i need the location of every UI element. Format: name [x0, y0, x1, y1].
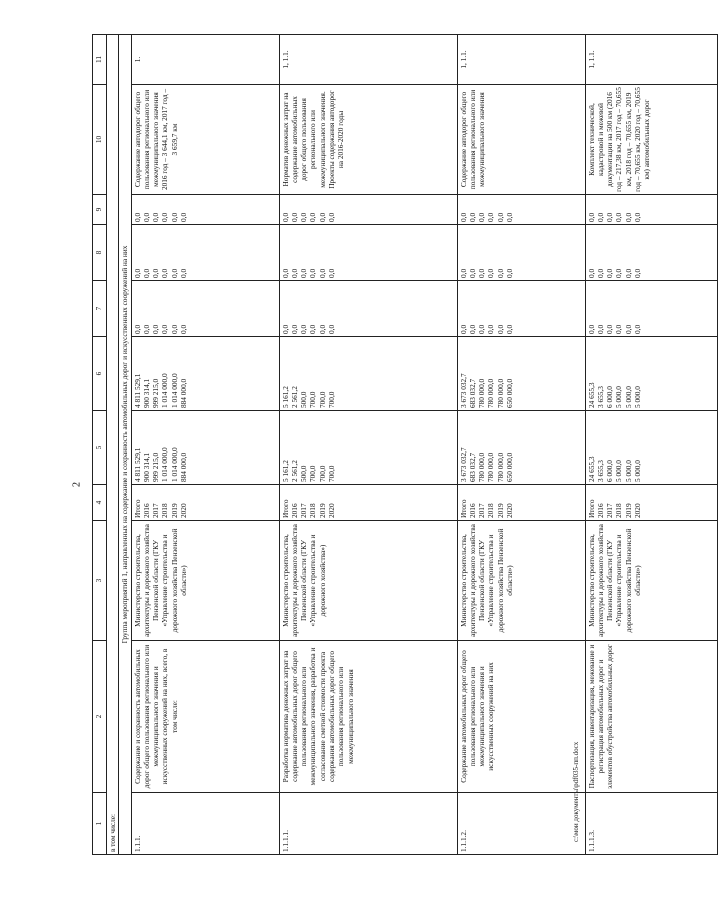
year-value: 2019	[317, 503, 327, 518]
table-row	[279, 35, 457, 855]
amount-column	[279, 195, 457, 225]
amount-value: 0,0	[477, 324, 487, 334]
amount-value: 700,0	[317, 465, 327, 482]
amount-column	[457, 281, 585, 337]
amount-value: 24 655,3	[586, 456, 596, 482]
amount-value: 3 655,3	[595, 460, 605, 482]
amount-value: 1 014 000,0	[160, 447, 170, 482]
amount-value: 0,0	[299, 268, 309, 278]
amount-value: 0,0	[151, 268, 161, 278]
amount-value: 0,0	[505, 212, 515, 222]
amount-value: 0,0	[495, 212, 505, 222]
amount-value: 1 014 000,0	[169, 447, 179, 482]
amount-value: 0,0	[289, 324, 299, 334]
amount-value: 0,0	[633, 268, 643, 278]
amount-value: 0,0	[308, 212, 318, 222]
year-value: 2020	[179, 503, 189, 518]
col-number: 11	[93, 35, 107, 85]
amount-value: 0,0	[141, 268, 151, 278]
amount-value: 1 014 000,0	[160, 373, 170, 408]
amount-value: 0,0	[151, 212, 161, 222]
amount-column	[585, 195, 717, 225]
amount-value: 0,0	[280, 324, 290, 334]
year-value: Итого	[280, 499, 290, 518]
activity-name: Паспортизация, инвентаризация, межевание и регистрация автомобильных дорог и элементов обустройства автомобильных дорог	[585, 641, 717, 793]
amount-value: 5 000,0	[633, 460, 643, 482]
table-row	[585, 35, 717, 855]
year-value: 2017	[605, 503, 615, 518]
col-number: 1	[93, 793, 107, 855]
amount-value: 0,0	[299, 324, 309, 334]
amount-column	[457, 411, 585, 485]
amount-column	[457, 337, 585, 411]
column-number-row	[93, 35, 107, 855]
row-number: 1.1.1.	[131, 793, 279, 855]
amount-value: 0,0	[623, 268, 633, 278]
amount-value: 3 655,3	[595, 386, 605, 408]
amount-value: 780 000,0	[486, 378, 496, 408]
year-value: 2016	[595, 503, 605, 518]
amount-value: 0,0	[486, 324, 496, 334]
amount-value: 0,0	[160, 324, 170, 334]
in-that-number: в том числе:	[107, 35, 119, 855]
footer-path: c:\мои документы\pdf035-пп.docx	[572, 741, 580, 842]
group-title: Группа мероприятий 1, направленных на содержание и сохранность автомобильных дорог и искусственных сооружений на них	[119, 35, 131, 855]
year-value: 2020	[505, 503, 515, 518]
amount-value: 0,0	[327, 268, 337, 278]
expected-result: Норматив денежных затрат на содержание автомобильных дорог общего пользования регионального или межмуниципального значения. Проекты содержания автодорог на 2016-2020 годы	[279, 85, 457, 195]
amount-value: 6 000,0	[605, 460, 615, 482]
year-value: 2016	[141, 503, 151, 518]
col-number: 9	[93, 195, 107, 225]
amount-value: 0,0	[308, 268, 318, 278]
amount-value: 0,0	[614, 324, 624, 334]
amount-value: 650 000,0	[505, 378, 515, 408]
col-number: 10	[93, 85, 107, 195]
executor: Министерство строительства, архитектуры и дорожного хозяйства Пензенской области (ГКУ «Управление строительства и дорожного хозяйства Пензенской области»)	[585, 521, 717, 641]
indicator-link: 1, 1.1.	[585, 35, 717, 85]
amount-value: 700,0	[308, 465, 318, 482]
amount-column	[585, 281, 717, 337]
year-value: 2016	[289, 503, 299, 518]
amount-value: 0,0	[633, 324, 643, 334]
executor: Министерство строительства, архитектуры и дорожного хозяйства Пензенской области (ГКУ «Управление строительства и дорожного хозяйства Пензенской области»)	[131, 521, 279, 641]
year-value: 2020	[327, 503, 337, 518]
amount-value: 24 655,3	[586, 382, 596, 408]
expected-result: Содержание автодорог общего пользования регионального или межмуниципального значения	[457, 85, 585, 195]
amount-value: 0,0	[169, 324, 179, 334]
amount-value: 0,0	[280, 268, 290, 278]
executor: Министерство строительства, архитектуры и дорожного хозяйства Пензенской области (ГКУ «Управление строительства и дорожного хозяйства»)	[279, 521, 457, 641]
amount-value: 780 000,0	[486, 452, 496, 482]
amount-value: 0,0	[505, 324, 515, 334]
amount-value: 5 161,2	[280, 460, 290, 482]
amount-value: 1 014 000,0	[169, 373, 179, 408]
activity-name: Содержание автомобильных дорог общего пользования регионального или межмуниципального значения и искусственных сооружений на них	[457, 641, 585, 793]
amount-value: 683 032,7	[467, 378, 477, 408]
amount-value: 700,0	[327, 391, 337, 408]
amount-value: 2 561,2	[289, 460, 299, 482]
activity-name: Содержание и сохранность автомобильных дорог общего пользования регионального или межмуниципального значения и искусственных сооружений на них, всего, в том числе:	[131, 641, 279, 793]
amount-column	[279, 411, 457, 485]
amount-value: 500,0	[299, 465, 309, 482]
amount-value: 0,0	[477, 268, 487, 278]
amount-value: 0,0	[151, 324, 161, 334]
amount-value: 5 000,0	[614, 386, 624, 408]
amount-value: 0,0	[486, 212, 496, 222]
amount-value: 0,0	[586, 268, 596, 278]
year-value: 2019	[169, 503, 179, 518]
amount-value: 5 000,0	[614, 460, 624, 482]
group-title-row	[119, 35, 131, 855]
years-column	[585, 485, 717, 521]
amount-value: 4 811 529,1	[132, 447, 142, 482]
amount-value: 0,0	[495, 324, 505, 334]
amount-value: 0,0	[132, 212, 142, 222]
amount-column	[585, 337, 717, 411]
year-value: Итого	[132, 499, 142, 518]
amount-value: 700,0	[317, 391, 327, 408]
year-value: 2016	[467, 503, 477, 518]
years-column	[457, 485, 585, 521]
amount-value: 0,0	[633, 212, 643, 222]
amount-value: 0,0	[179, 212, 189, 222]
in-that-number-row	[107, 35, 119, 855]
amount-value: 0,0	[605, 268, 615, 278]
year-value: 2019	[623, 503, 633, 518]
amount-value: 0,0	[623, 212, 633, 222]
rotated-table-wrapper	[92, 35, 652, 855]
amount-value: 0,0	[595, 212, 605, 222]
expected-result: Комплект технической, кадастровой и межевой документации на 500 км (2016 год – 217,38 км, 2017 год – 70,655 км, 2018 год – 70,655 км, 2019 год – 70,655 км, 2020 год – 70,655 км) автомобильных дорог	[585, 85, 717, 195]
amount-value: 0,0	[141, 324, 151, 334]
amount-column	[585, 411, 717, 485]
year-value: Итого	[458, 499, 468, 518]
amount-value: 780 000,0	[477, 378, 487, 408]
amount-value: 780 000,0	[477, 452, 487, 482]
amount-value: 884 000,0	[179, 378, 189, 408]
amount-value: 0,0	[327, 212, 337, 222]
indicator-link: 1.	[131, 35, 279, 85]
indicator-link: 1, 1.1.	[457, 35, 585, 85]
amount-value: 999 215,0	[151, 452, 161, 482]
year-value: 2017	[299, 503, 309, 518]
table-row	[457, 35, 585, 855]
indicator-link: 1, 1.1.	[279, 35, 457, 85]
amount-value: 0,0	[327, 324, 337, 334]
amount-column	[279, 337, 457, 411]
amount-value: 0,0	[317, 268, 327, 278]
col-number: 2	[93, 641, 107, 793]
amount-value: 5 000,0	[623, 460, 633, 482]
amount-value: 0,0	[132, 268, 142, 278]
amount-value: 0,0	[614, 268, 624, 278]
year-value: 2018	[308, 503, 318, 518]
amount-value: 0,0	[458, 324, 468, 334]
year-value: 2018	[160, 503, 170, 518]
amount-value: 3 673 032,7	[458, 447, 468, 482]
amount-value: 0,0	[467, 268, 477, 278]
amount-value: 0,0	[169, 212, 179, 222]
amount-value: 900 314,1	[141, 378, 151, 408]
amount-value: 6 000,0	[605, 386, 615, 408]
year-value: 2017	[151, 503, 161, 518]
year-value: 2020	[633, 503, 643, 518]
amount-column	[131, 225, 279, 281]
amount-value: 500,0	[299, 391, 309, 408]
amount-value: 0,0	[605, 324, 615, 334]
amount-value: 0,0	[586, 324, 596, 334]
amount-value: 650 000,0	[505, 452, 515, 482]
amount-column	[279, 281, 457, 337]
amount-column	[131, 195, 279, 225]
row-number: 1.1.1.1.	[279, 793, 457, 855]
amount-value: 999 215,0	[151, 378, 161, 408]
amount-column	[131, 281, 279, 337]
amount-value: 0,0	[289, 212, 299, 222]
col-number: 8	[93, 225, 107, 281]
amount-value: 0,0	[458, 268, 468, 278]
amount-column	[457, 195, 585, 225]
amount-value: 700,0	[308, 391, 318, 408]
table-row	[131, 35, 279, 855]
row-number: 1.1.1.2.	[457, 793, 585, 855]
amount-value: 5 000,0	[623, 386, 633, 408]
amount-value: 0,0	[458, 212, 468, 222]
amount-value: 2 561,2	[289, 386, 299, 408]
amount-value: 0,0	[467, 324, 477, 334]
amount-value: 5 000,0	[633, 386, 643, 408]
amount-value: 0,0	[308, 324, 318, 334]
col-number: 6	[93, 337, 107, 411]
amount-value: 0,0	[160, 212, 170, 222]
amount-value: 0,0	[614, 212, 624, 222]
amount-value: 0,0	[586, 212, 596, 222]
amount-value: 0,0	[505, 268, 515, 278]
amount-value: 0,0	[280, 212, 290, 222]
amount-value: 0,0	[317, 324, 327, 334]
year-value: Итого	[586, 499, 596, 518]
amount-value: 0,0	[179, 268, 189, 278]
amount-value: 3 673 032,7	[458, 373, 468, 408]
expected-result: Содержание автодорог общего пользования регионального или межмуниципального значения 2016 год – 3 644,1 км, 2017 год – 3 659,7 км	[131, 85, 279, 195]
amount-value: 0,0	[299, 212, 309, 222]
activity-name: Разработка норматива денежных затрат на содержание автомобильных дорог общего пользования регионального или межмуниципального значения, разработка и согласование сметной стоимости проекта содержания автомобильных дорог общего пользования регионального или межмуниципального значения	[279, 641, 457, 793]
amount-value: 0,0	[495, 268, 505, 278]
amount-value: 0,0	[595, 268, 605, 278]
amount-value: 4 811 529,1	[132, 373, 142, 408]
amount-column	[585, 225, 717, 281]
year-value: 2018	[614, 503, 624, 518]
years-column	[279, 485, 457, 521]
amount-value: 0,0	[317, 212, 327, 222]
amount-value: 0,0	[623, 324, 633, 334]
col-number: 4	[93, 485, 107, 521]
year-value: 2019	[495, 503, 505, 518]
amount-value: 0,0	[605, 212, 615, 222]
years-column	[131, 485, 279, 521]
amount-value: 900 314,1	[141, 452, 151, 482]
row-number: 1.1.1.3.	[585, 793, 717, 855]
year-value: 2017	[477, 503, 487, 518]
amount-value: 0,0	[132, 324, 142, 334]
amount-value: 0,0	[595, 324, 605, 334]
amount-value: 0,0	[477, 212, 487, 222]
col-number: 5	[93, 411, 107, 485]
amount-value: 0,0	[179, 324, 189, 334]
amount-value: 0,0	[289, 268, 299, 278]
year-value: 2018	[486, 503, 496, 518]
col-number: 3	[93, 521, 107, 641]
amount-column	[457, 225, 585, 281]
program-table	[92, 34, 718, 855]
amount-value: 0,0	[467, 212, 477, 222]
amount-value: 0,0	[486, 268, 496, 278]
amount-value: 700,0	[327, 465, 337, 482]
amount-value: 780 000,0	[495, 378, 505, 408]
amount-value: 884 000,0	[179, 452, 189, 482]
amount-value: 5 161,2	[280, 386, 290, 408]
page-number: 2	[71, 482, 83, 487]
amount-column	[279, 225, 457, 281]
col-number: 7	[93, 281, 107, 337]
amount-column	[131, 337, 279, 411]
amount-value: 0,0	[141, 212, 151, 222]
amount-value: 0,0	[160, 268, 170, 278]
amount-value: 683 032,7	[467, 452, 477, 482]
executor: Министерство строительства, архитектуры и дорожного хозяйства Пензенской области (ГКУ «Управление строительства и дорожного хозяйства Пензенской области»)	[457, 521, 585, 641]
amount-value: 0,0	[169, 268, 179, 278]
table-body	[107, 35, 718, 855]
amount-value: 780 000,0	[495, 452, 505, 482]
amount-column	[131, 411, 279, 485]
